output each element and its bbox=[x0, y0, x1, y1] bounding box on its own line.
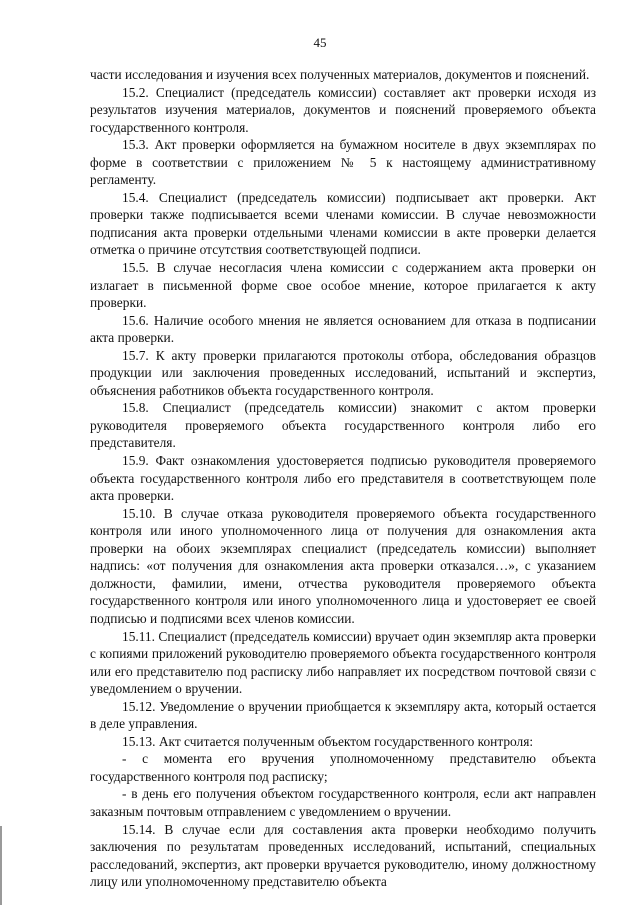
paragraph-15-13: 15.13. Акт считается полученным объектом государственного контроля: bbox=[122, 733, 534, 749]
page-number: 45 bbox=[313, 35, 327, 50]
list-item-delivery: - с момента его вручения уполномоченному представителю объекта государственного контроля под расписку; bbox=[90, 751, 596, 784]
scan-edge-mark bbox=[0, 826, 2, 905]
paragraph-15-8: 15.8. Специалист (председатель комиссии) знакомит с актом проверки руководителя проверяемого объекта государственного контроля либо его представителя. bbox=[90, 400, 596, 451]
paragraph-15-7: 15.7. К акту проверки прилагаются протоколы отбора, обследования образцов продукции или заключения проведенных исследований, испытаний и экспертиз, объяснения работников объекта государственного контроля. bbox=[90, 347, 596, 398]
paragraph-15-9: 15.9. Факт ознакомления удостоверяется подписью руководителя проверяемого объекта государственного контроля либо его представителя в соответствующем поле акта проверки. bbox=[90, 453, 596, 504]
paragraph-15-14: 15.14. В случае если для составления акта проверки необходимо получить заключения по результатам проведенных исследований, испытаний, специальных расследований, экспертиз, акт проверки вручается руководителю, иному должностному лицу или уполномоченному представителю объекта bbox=[90, 821, 596, 890]
paragraph-15-4: 15.4. Специалист (председатель комиссии) подписывает акт проверки. Акт проверки также подписывается всеми членами комиссии. В случае невозможности подписания акта проверки отдельными членами комиссии в акте проверки делается отметка о причине отсутствия соответствующей подписи. bbox=[90, 189, 596, 258]
paragraph-15-12: 15.12. Уведомление о вручении приобщается к экземпляру акта, который остается в деле управления. bbox=[90, 698, 596, 732]
document-body bbox=[90, 66, 596, 891]
paragraph-15-6: 15.6. Наличие особого мнения не является основанием для отказа в подписании акта проверки. bbox=[90, 312, 596, 346]
paragraph-15-3: 15.3. Акт проверки оформляется на бумажном носителе в двух экземплярах по форме в соответствии с приложением № 5 к настоящему административному регламенту. bbox=[90, 137, 596, 188]
paragraph-15-5: 15.5. В случае несогласия члена комиссии с содержанием акта проверки он излагает в письменной форме свое особое мнение, которое прилагается к акту проверки. bbox=[90, 260, 596, 311]
paragraph-15-11: 15.11. Специалист (председатель комиссии) вручает один экземпляр акта проверки с копиями приложений руководителю проверяемого объекта государственного контроля или его представителю под расписку либо направляет их посредством почтовой связи с уведомлением о вручении. bbox=[90, 628, 596, 697]
list-item-mail: - в день его получения объектом государственного контроля, если акт направлен заказным почтовым отправлением с уведомлением о вручении. bbox=[90, 786, 596, 819]
paragraph-15-10: 15.10. В случае отказа руководителя проверяемого объекта государственного контроля или иного уполномоченного лица от получения для ознакомления акта проверки на обоих экземплярах специалист (председатель комиссии) выполняет надпись: «от получения для ознакомления акта проверки отказался…», с указанием должности, фамилии, имени, отчества руководителя проверяемого объекта государственного контроля или иного уполномоченного лица и удостоверяет ее своей подписью и подписями всех членов комиссии. bbox=[90, 505, 596, 626]
paragraph-15-2: 15.2. Специалист (председатель комиссии) составляет акт проверки исходя из результатов изучения материалов, документов и пояснений проверяемого объекта государственного контроля. bbox=[90, 84, 596, 135]
paragraph-continuation: части исследования и изучения всех полученных материалов, документов и пояснений. bbox=[90, 67, 590, 82]
